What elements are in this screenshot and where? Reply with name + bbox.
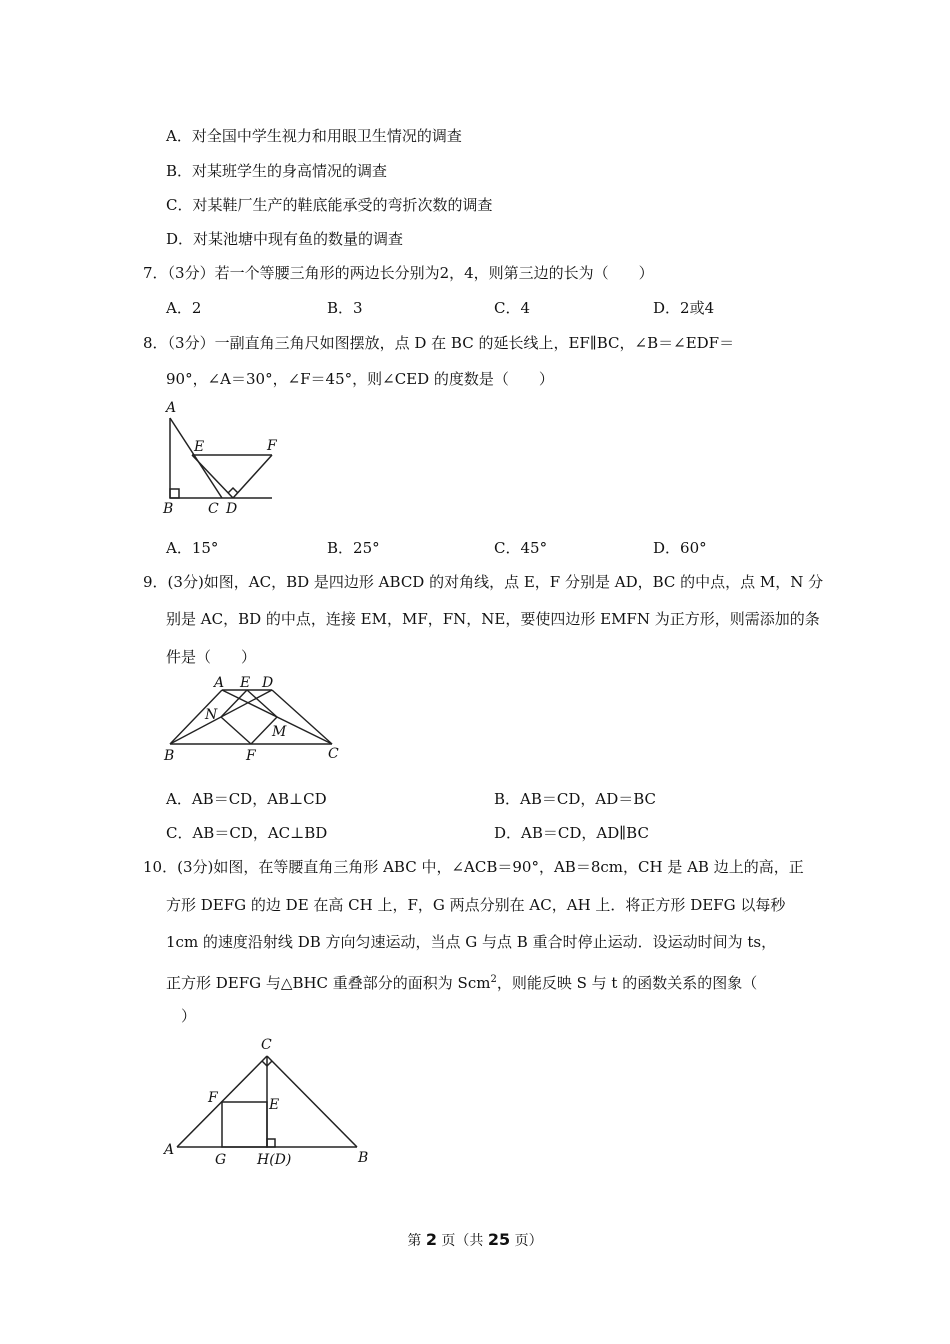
q9-label-f: F [246,748,256,764]
q6-option-a: A．对全国中学生视力和用眼卫生情况的调查 [166,127,462,145]
q10-label-f: F [208,1090,218,1106]
q8-label-c: C [208,501,219,517]
q9-label-m: M [272,724,287,740]
q8-option-d: D．60° [653,539,707,557]
q10-square-defg [222,1102,267,1147]
q7-stem: 7．（3分）若一个等腰三角形的两边长分别为2，4，则第三边的长为（ ） [143,264,654,282]
q10-stem-line4 [166,970,757,993]
q9-label-e: E [240,675,251,691]
q10-stem-line4-b: ，则能反映 S 与 t 的函数关系的图象（ [496,974,758,992]
q10-figure [160,1032,390,1172]
q10-stem-line4-a: 正方形 DEFG 与△BHC 重叠部分的面积为 Scm [166,974,491,992]
q8-label-f: F [267,438,277,454]
q9-option-d: D．AB＝CD，AD∥BC [494,824,649,842]
q9-label-b: B [164,748,175,764]
q8-stem-line1: 8．（3分）一副直角三角尺如图摆放，点 D 在 BC 的延长线上，EF∥BC，∠B＝∠EDF＝ [143,334,735,352]
q8-right-angle-b [170,489,179,498]
q8-figure [158,398,298,523]
q10-stem-line2: 方形 DEFG 的边 DE 在高 CH 上，F，G 两点分别在 AC，AH 上．将正方形 DEFG 以每秒 [166,896,786,914]
q9-figure [160,672,350,767]
footer-mid: 页（共 [436,1233,488,1249]
q8-segment-fd [233,455,272,498]
q9-stem-line2: 别是 AC，BD 的中点，连接 EM，MF，FN，NE，要使四边形 EMFN 为正方形，则需添加的条 [166,610,820,628]
q7-option-a: A．2 [166,299,202,317]
q9-stem-line3: 件是（ ） [166,648,257,666]
q9-label-n: N [205,707,218,723]
q10-superscript: 2 [490,974,497,985]
q10-stem-line5: ） [166,1007,197,1025]
q9-option-a: A．AB＝CD，AB⊥CD [166,790,327,808]
footer-page-number: 2 [425,1230,437,1249]
footer-post: 页） [510,1233,543,1249]
q7-option-d: D．2或4 [653,299,715,317]
q8-option-a: A．15° [166,539,219,557]
q9-option-b: B．AB＝CD，AD＝BC [494,790,657,808]
q9-segment-em [247,690,277,717]
q9-stem-line1: 9．(3分)如图，AC，BD 是四边形 ABCD 的对角线，点 E，F 分别是 AD，BC 的中点，点 M，N 分 [143,573,824,591]
q9-label-d: D [262,675,274,691]
q8-option-c: C．45° [494,539,548,557]
q9-label-c: C [328,746,339,762]
q8-segment-ac [170,418,222,498]
q10-stem-line1: 10．(3分)如图，在等腰直角三角形 ABC 中，∠ACB＝90°，AB＝8cm，CH 是 AB 边上的高，正 [143,858,804,876]
q10-label-g: G [215,1152,227,1168]
q6-option-b: B．对某班学生的身高情况的调查 [166,162,388,180]
q10-segment-bc [267,1056,357,1147]
q10-label-h: H(D) [257,1152,292,1168]
q8-label-e: E [194,439,205,455]
q8-option-b: B．25° [327,539,380,557]
q10-label-e: E [269,1097,280,1113]
page-footer [0,1230,950,1250]
q8-label-d: D [226,501,238,517]
footer-pre: 第 [407,1233,426,1249]
q8-right-angle-d [228,488,238,493]
q6-option-c: C．对某鞋厂生产的鞋底能承受的弯折次数的调查 [166,196,493,214]
q10-label-a: A [164,1142,175,1158]
q9-option-c: C．AB＝CD，AC⊥BD [166,824,328,842]
q8-stem-line2: 90°，∠A＝30°，∠F＝45°，则∠CED 的度数是（ ） [166,370,554,388]
q10-right-angle-h [267,1139,275,1147]
q6-option-d: D．对某池塘中现有鱼的数量的调查 [166,230,404,248]
q8-label-b: B [163,501,174,517]
q10-label-b: B [358,1150,369,1166]
q7-option-c: C．4 [494,299,531,317]
q8-segment-ed [192,455,233,498]
q10-stem-line3: 1cm 的速度沿射线 DB 方向匀速运动，当点 G 与点 B 重合时停止运动．设运动时间为 ts， [166,933,777,951]
q9-label-a: A [214,675,225,691]
q9-segment-nf [221,717,251,744]
q7-option-b: B．3 [327,299,363,317]
q8-label-a: A [166,400,177,416]
footer-total-pages: 25 [487,1230,511,1249]
q9-segment-en [221,690,247,717]
q10-label-c: C [261,1037,272,1053]
